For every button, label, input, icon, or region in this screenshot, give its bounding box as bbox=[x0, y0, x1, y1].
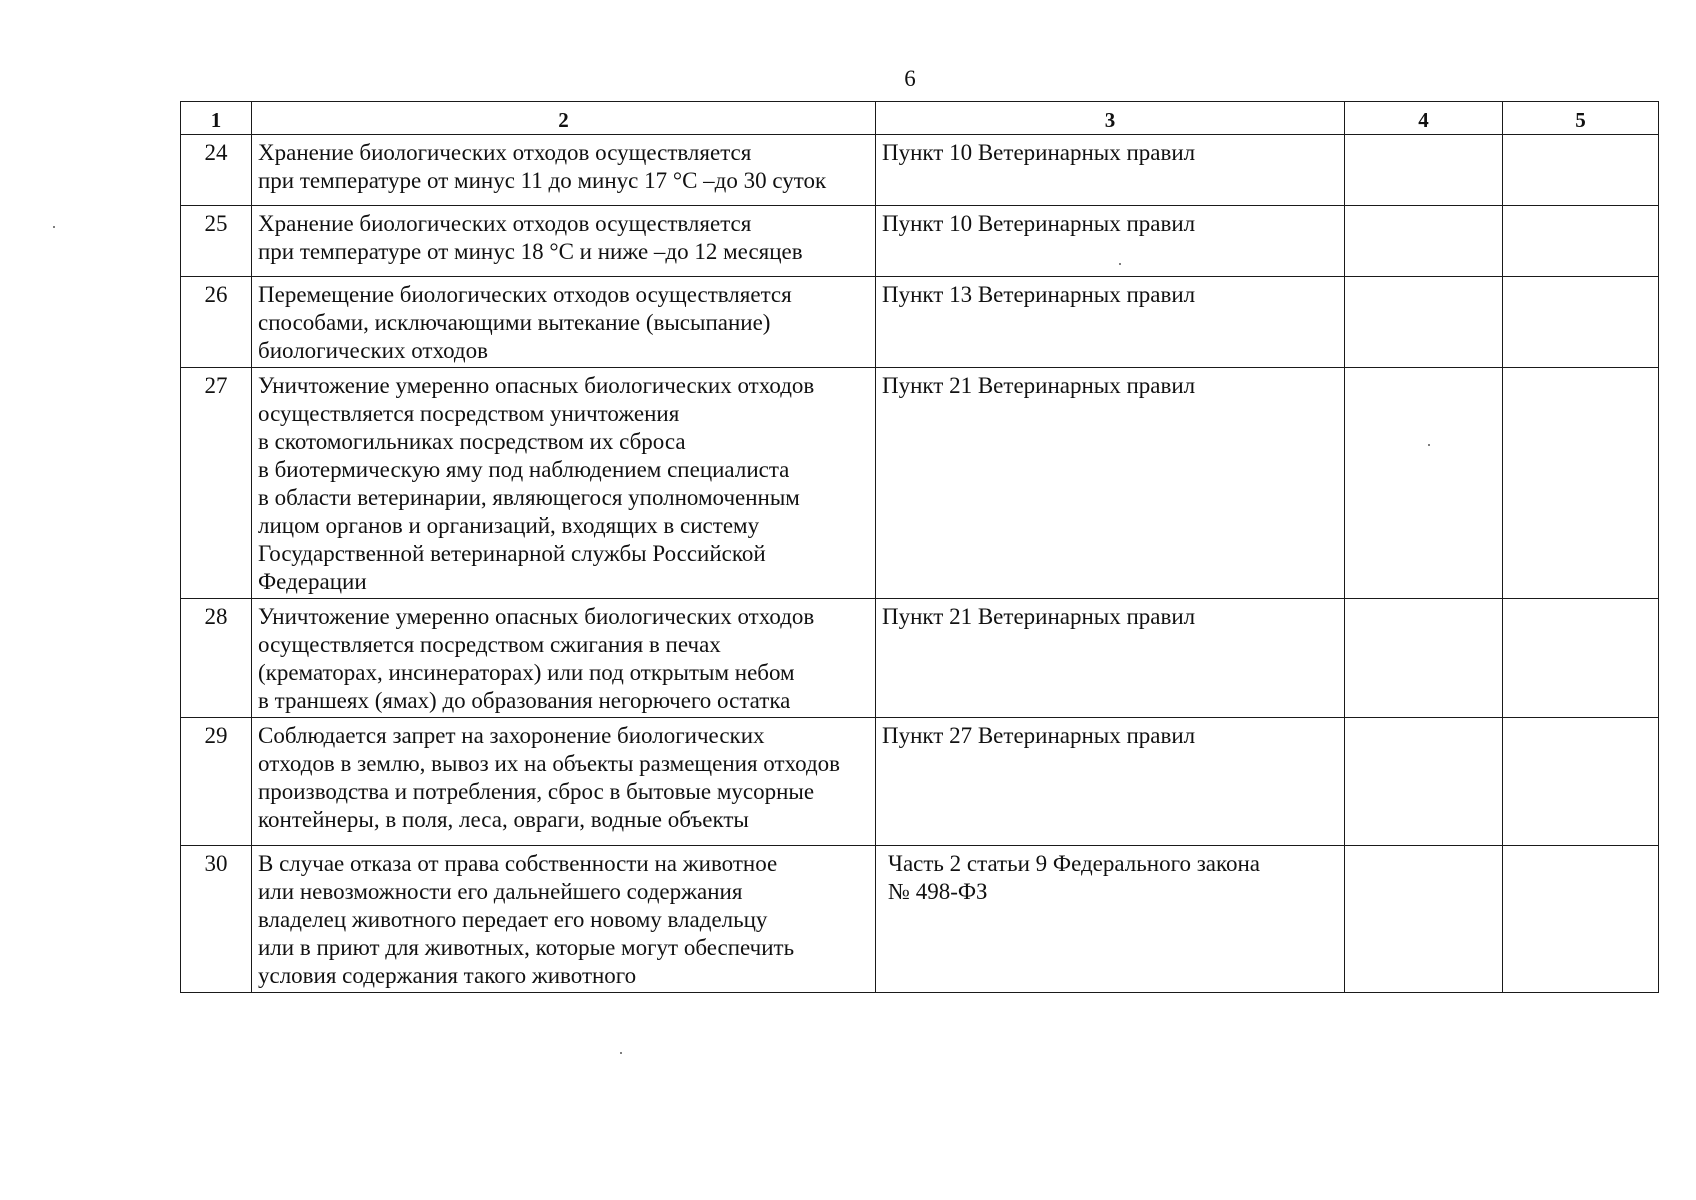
scan-speck bbox=[1119, 263, 1121, 265]
legal-reference: Пункт 13 Ветеринарных правил bbox=[876, 277, 1345, 368]
compliance-cell bbox=[1345, 718, 1503, 846]
header-cell-4: 4 bbox=[1345, 102, 1503, 135]
legal-reference: Пункт 10 Ветеринарных правил bbox=[876, 135, 1345, 206]
requirement-text: Уничтожение умеренно опасных биологических отходов осуществляется посредством сжигания в печах (крематорах, инсинераторах) или под открытым небом в траншеях (ямах) до образования негорючего остатка bbox=[252, 599, 876, 718]
compliance-cell bbox=[1345, 277, 1503, 368]
legal-reference: Пункт 21 Ветеринарных правил bbox=[876, 368, 1345, 599]
table-row bbox=[181, 846, 1659, 993]
legal-reference: Пункт 10 Ветеринарных правил bbox=[876, 206, 1345, 277]
scan-speck bbox=[1428, 444, 1430, 446]
compliance-cell bbox=[1345, 846, 1503, 993]
row-number: 28 bbox=[181, 599, 252, 718]
row-number: 30 bbox=[181, 846, 252, 993]
notes-cell bbox=[1503, 206, 1659, 277]
row-number: 27 bbox=[181, 368, 252, 599]
notes-cell bbox=[1503, 599, 1659, 718]
header-cell-1: 1 bbox=[181, 102, 252, 135]
row-number: 24 bbox=[181, 135, 252, 206]
legal-reference: Пункт 27 Ветеринарных правил bbox=[876, 718, 1345, 846]
checklist-table bbox=[180, 101, 1659, 993]
scan-speck bbox=[53, 226, 55, 228]
notes-cell bbox=[1503, 718, 1659, 846]
row-number: 26 bbox=[181, 277, 252, 368]
row-number: 25 bbox=[181, 206, 252, 277]
header-row bbox=[181, 102, 1659, 135]
requirement-text: В случае отказа от права собственности на животное или невозможности его дальнейшего содержания владелец животного передает его новому владельцу или в приют для животных, которые могут обеспечить условия содержания такого животного bbox=[252, 846, 876, 993]
table-row bbox=[181, 206, 1659, 277]
header-cell-3: 3 bbox=[876, 102, 1345, 135]
table-row bbox=[181, 718, 1659, 846]
requirement-text: Соблюдается запрет на захоронение биологических отходов в землю, вывоз их на объекты размещения отходов производства и потребления, сброс в бытовые мусорные контейнеры, в поля, леса, овраги, водные объекты bbox=[252, 718, 876, 846]
compliance-cell bbox=[1345, 206, 1503, 277]
notes-cell bbox=[1503, 277, 1659, 368]
table-row bbox=[181, 277, 1659, 368]
header-cell-5: 5 bbox=[1503, 102, 1659, 135]
requirement-text: Уничтожение умеренно опасных биологических отходов осуществляется посредством уничтожения в скотомогильниках посредством их сброса в биотермическую яму под наблюдением специалиста в области ветеринарии, являющегося уполномоченным лицом органов и организаций, входящих в систему Государственной ветеринарной службы Российской Федерации bbox=[252, 368, 876, 599]
page-number: 6 bbox=[904, 66, 916, 91]
row-number: 29 bbox=[181, 718, 252, 846]
legal-reference: Часть 2 статьи 9 Федерального закона № 498-ФЗ bbox=[876, 846, 1345, 993]
compliance-cell bbox=[1345, 599, 1503, 718]
requirement-text: Хранение биологических отходов осуществляется при температуре от минус 11 до минус 17 °С –до 30 суток bbox=[252, 135, 876, 206]
notes-cell bbox=[1503, 846, 1659, 993]
table-row bbox=[181, 599, 1659, 718]
scan-speck bbox=[620, 1052, 622, 1054]
legal-reference: Пункт 21 Ветеринарных правил bbox=[876, 599, 1345, 718]
requirement-text: Хранение биологических отходов осуществляется при температуре от минус 18 °С и ниже –до 12 месяцев bbox=[252, 206, 876, 277]
requirement-text: Перемещение биологических отходов осуществляется способами, исключающими вытекание (высыпание) биологических отходов bbox=[252, 277, 876, 368]
table-row bbox=[181, 368, 1659, 599]
compliance-cell bbox=[1345, 135, 1503, 206]
header-cell-2: 2 bbox=[252, 102, 876, 135]
compliance-cell bbox=[1345, 368, 1503, 599]
table-row bbox=[181, 135, 1659, 206]
notes-cell bbox=[1503, 135, 1659, 206]
notes-cell bbox=[1503, 368, 1659, 599]
